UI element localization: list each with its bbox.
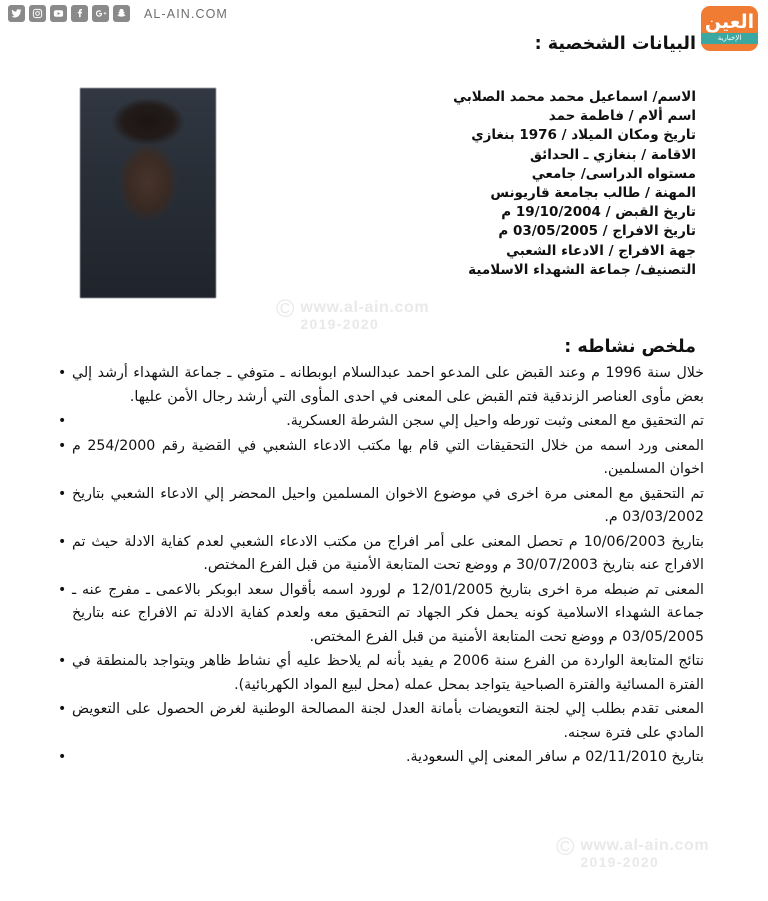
site-name-label: AL-AIN.COM (144, 6, 228, 21)
activity-item (56, 362, 704, 409)
bullet-icon: • (58, 701, 67, 717)
bullet-icon: • (58, 581, 67, 598)
activity-summary-list (56, 362, 704, 771)
bullet-icon: • (58, 653, 67, 669)
copyright-icon: © (276, 295, 295, 323)
activity-item (56, 410, 704, 434)
activity-item-text: بتاريخ 10/06/2003 م تحصل المعنى على أمر افراج من مكتب الادعاء الشعبي لعدم كفاية الادلة حيث تم الافراج عنه بتاريخ 30/07/2003 م ووضع تحت المتابعة الأمنية من قبل الفرع المختص. (72, 533, 704, 573)
watermark-url: www.al-ain.com (580, 837, 710, 854)
personal-data-line: الاقامة / بنغازي ـ الحدائق (530, 146, 696, 163)
logo-main-text: العين (704, 10, 755, 33)
watermark-url: www.al-ain.com (300, 299, 430, 316)
bullet-icon: • (58, 749, 67, 765)
personal-data-line: مستواه الدراسى/ جامعي (531, 165, 696, 182)
personal-data-line: الاسم/ اسماعيل محمد محمد الصلابي (453, 89, 696, 105)
personal-data-line: اسم ألام / فاطمة حمد (548, 108, 696, 125)
youtube-icon[interactable] (50, 5, 67, 22)
activity-item (56, 531, 704, 578)
watermark-text (300, 300, 429, 331)
bullet-icon: • (58, 533, 67, 550)
activity-item-text: المعنى تقدم بطلب إلي لجنة التعويضات بأمانة العدل لجنة المصالحة الوطنية لغرض الحصول على التعويض المادي على فترة سجنه. (72, 701, 704, 741)
bullet-icon: • (58, 485, 67, 502)
activity-item (56, 579, 704, 650)
activity-item-text: تم التحقيق مع المعنى وثبت تورطه واحيل إلي سجن الشرطة العسكرية. (286, 413, 704, 429)
personal-data-line: التصنيف/ جماعة الشهداء الاسلامية (468, 261, 696, 278)
facebook-icon[interactable] (71, 5, 88, 22)
bullet-icon: • (58, 437, 67, 454)
watermark-years: 2019-2020 (300, 315, 380, 332)
personal-data-line: المهنة / طالب بجامعة قاريونس (490, 185, 696, 202)
personal-data-line: تاريخ ومكان الميلاد / 1976 بنغازي (471, 127, 696, 144)
personal-data-line: جهة الافراج / الادعاء الشعبي (506, 242, 696, 259)
activity-item (56, 698, 704, 745)
bullet-icon: • (58, 413, 67, 429)
activity-item (56, 650, 704, 697)
activity-item-text: بتاريخ 02/11/2010 م سافر المعنى إلي السعودية. (406, 749, 704, 765)
copyright-icon: © (556, 833, 575, 861)
activity-item-text: المعنى ورد اسمه من خلال التحقيقات التي قام بها مكتب الادعاء الشعبي في القضية رقم 254/2000 م اخوان المسلمين. (72, 437, 705, 477)
watermark-years: 2019-2020 (580, 853, 660, 870)
personal-data-line: تاريخ الافراج / 03/05/2005 م (498, 223, 696, 240)
person-photo (80, 88, 216, 298)
watermark-bottom (556, 833, 710, 870)
personal-data-heading: البيانات الشخصية : (534, 34, 696, 54)
personal-data-list (366, 88, 696, 280)
watermark-top (276, 295, 430, 332)
logo-sub-text: الإخبارية (701, 33, 758, 44)
activity-item (56, 483, 704, 530)
activity-item (56, 746, 704, 770)
snapchat-icon[interactable] (113, 5, 130, 22)
watermark-text (580, 838, 709, 869)
activity-item-text: خلال سنة 1996 م وعند القبض على المدعو احمد عبدالسلام ابوبطانه ـ متوفي ـ جماعة الشهداء أرشد إلي بعض مأوى العناصر الزندقية فتم القبض على المعنى في احدى المأوى التي أرشد رجال الأمن عليها. (72, 365, 705, 405)
google-plus-icon[interactable] (92, 5, 109, 22)
twitter-icon[interactable] (8, 5, 25, 22)
personal-data-line: تاريخ القبض / 19/10/2004 م (501, 204, 696, 221)
al-ain-logo[interactable] (701, 6, 758, 51)
activity-item-text: تم التحقيق مع المعنى مرة اخرى في موضوع الاخوان المسلمين واحيل المحضر إلي الادعاء الشعبي بتاريخ 03/03/2002 م. (72, 485, 704, 525)
activity-item (56, 435, 704, 482)
bullet-icon: • (58, 365, 67, 381)
activity-summary-heading: ملخص نشاطه : (564, 337, 696, 357)
activity-item-text: المعنى تم ضبطه مرة اخرى بتاريخ 12/01/2005 م لورود اسمه بأقوال سعد ابوبكر بالاعمى ـ مفرج عنه ـ جماعة الشهداء الاسلامية كونه يحمل فكر الجهاد تم التحقيق معه ولعدم كفاية الادلة تم الافراج عنه بتاريخ 03/05/2005 م ووضع تحت المتابعة الأمنية من قبل الفرع المختص. (72, 581, 704, 645)
social-media-bar (8, 5, 228, 22)
instagram-icon[interactable] (29, 5, 46, 22)
activity-item-text: نتائج المتابعة الواردة من الفرع سنة 2006 م يفيد بأنه لم يلاحظ عليه أي نشاط ظاهر ويتواجد بالمنطقة في الفترة المسائية والفترة الصباحية يتواجد بمحل عمله (محل لبيع المواد الكهربائية). (72, 653, 704, 693)
